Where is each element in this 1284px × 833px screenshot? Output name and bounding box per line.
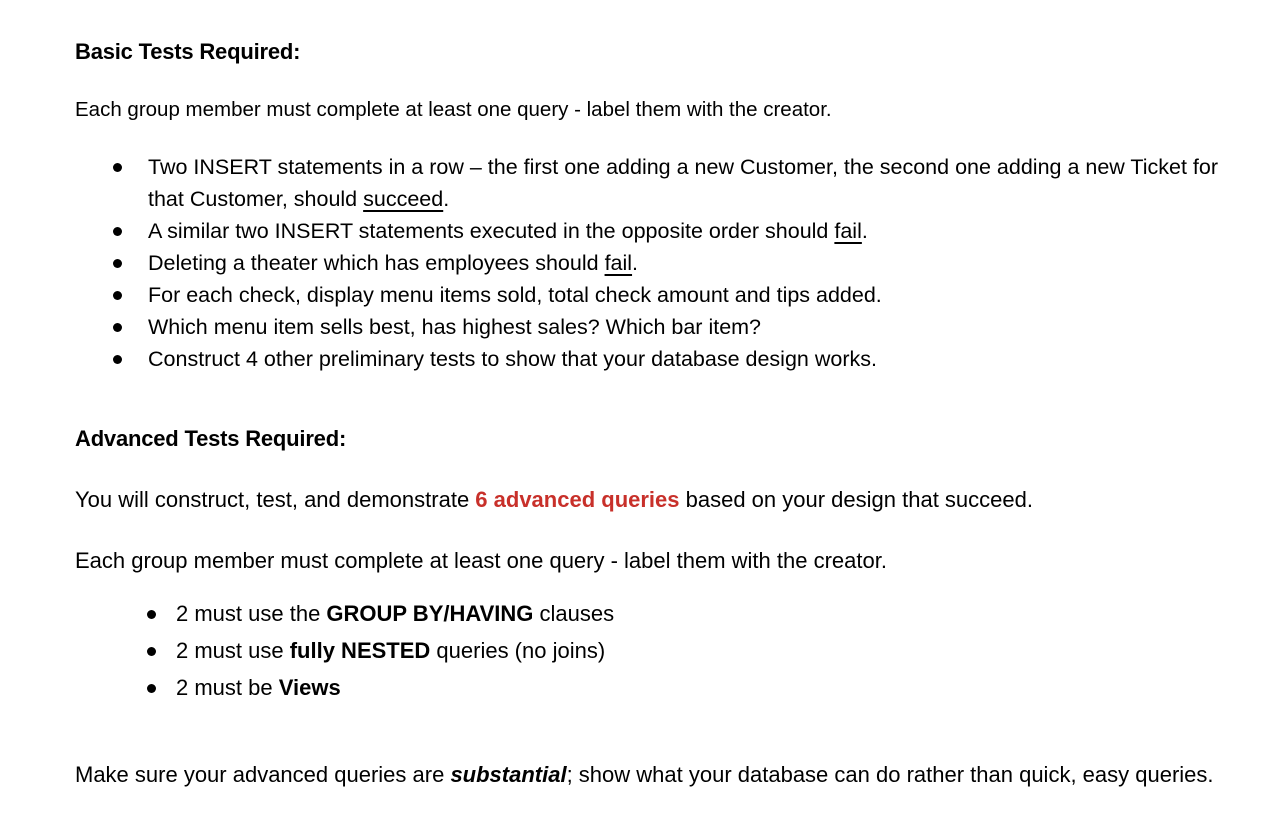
list-item: Which menu item sells best, has highest sales? Which bar item? [148,312,1238,344]
list-item: For each check, display menu items sold, total check amount and tips added. [148,280,1238,312]
advanced-tests-list [176,600,614,711]
list-item: 2 must use fully NESTED queries (no joins) [176,637,614,665]
bullet-icon [113,323,122,332]
closing-note: Make sure your advanced queries are substantial; show what your database can do rather than quick, easy queries. [75,762,1214,787]
bullet-icon [113,227,122,236]
bullet-icon [113,163,122,172]
list-item: Construct 4 other preliminary tests to show that your database design works. [148,344,1238,376]
bullet-icon [147,647,156,656]
advanced-requirement-line: You will construct, test, and demonstrate 6 advanced queries based on your design that succeed. [75,487,1033,512]
basic-intro: Each group member must complete at least one query - label them with the creator. [75,98,832,121]
list-item: Deleting a theater which has employees should fail. [148,248,1238,280]
bullet-icon [113,291,122,300]
advanced-query-count: 6 advanced queries [475,487,680,512]
advanced-intro: Each group member must complete at least one query - label them with the creator. [75,548,887,573]
bullet-icon [113,259,122,268]
bullet-icon [147,684,156,693]
list-item: 2 must use the GROUP BY/HAVING clauses [176,600,614,628]
basic-tests-heading: Basic Tests Required: [75,39,301,64]
bullet-icon [113,355,122,364]
bullet-icon [147,610,156,619]
list-item: 2 must be Views [176,674,614,702]
advanced-tests-heading: Advanced Tests Required: [75,426,347,451]
list-item: Two INSERT statements in a row – the first one adding a new Customer, the second one adding a new Ticket for that Customer, should succeed. [148,152,1238,215]
list-item: A similar two INSERT statements executed in the opposite order should fail. [148,216,1238,248]
basic-tests-list [148,152,1238,376]
